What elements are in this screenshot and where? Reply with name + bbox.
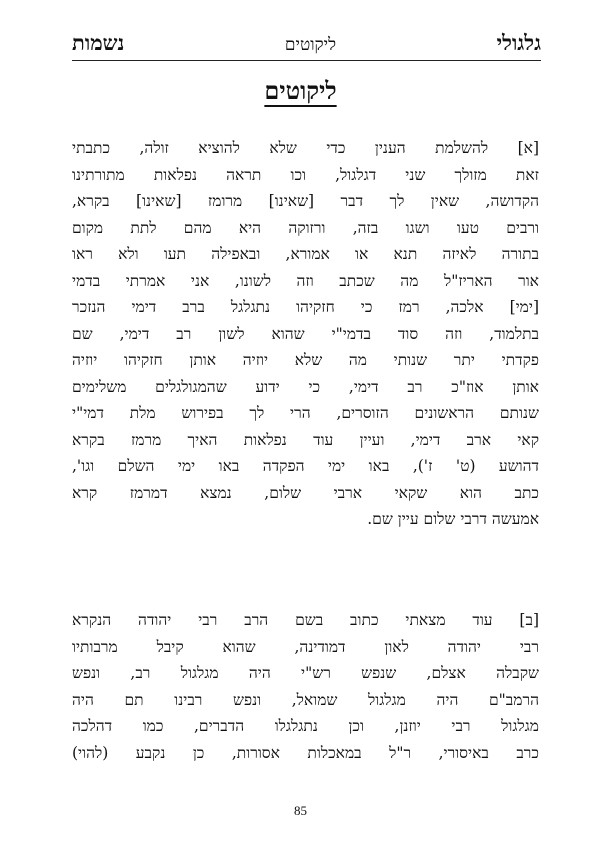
running-header xyxy=(72,24,541,61)
page-number: 85 xyxy=(294,803,307,818)
section-title-text: ליקוטים xyxy=(264,76,337,105)
text-line: הקדושה, שאין לך דבר [שאינו] מרומז [שאינו] בקרא, xyxy=(72,192,539,210)
text-line: אור האריז"ל מה שכתב וזה לשונו, אני אמרתי בדמי xyxy=(72,271,539,290)
text-line: הרמב"ם היה מגלגול שמואל, ונפש רבינו תם היה xyxy=(72,690,539,709)
text-line: קאי ארב דימי, ועיין עוד נפלאות האיך מרמז בקרא xyxy=(72,430,539,449)
text-line: שקבלה אצלם, שנפש רש"י היה מגלגול רב, ונפש xyxy=(72,664,539,682)
header-section-name: ליקוטים xyxy=(284,35,337,55)
paragraph-bet xyxy=(72,607,539,766)
text-line: שנותם הראשונים הזוסרים, הרי לך בפירוש מלת דמי"י xyxy=(72,404,539,422)
text-line: בתורה לאיזה תנא או אמורא, ובאפילה תעו ולא ראו xyxy=(72,245,539,263)
text-line: [ב] עוד מצאתי כתוב בשם הרב רבי יהודה הנקרא xyxy=(72,611,539,629)
text-line: זאת מזולך שני דגלגול, וכו תראה נפלאות מתורתינו xyxy=(72,165,539,184)
text-line: כתב הוא שקאי ארבי שלום, נמצא דמרמז קרא xyxy=(72,483,539,502)
header-topic: נשמות xyxy=(72,30,125,55)
text-line: אמעשה דרבי שלום עיין שם. xyxy=(367,510,539,528)
text-line: בתלמוד, וזה סוד בדמי"י שהוא לשון רב דימי, שם xyxy=(72,324,539,343)
text-line: [א] להשלמת הענין כדי שלא להוציא זולה, כתבתי xyxy=(72,139,539,157)
text-line: פקדתי יתר שנותי מה שלא יוזיה אותן חזקיהו יוזיה xyxy=(72,351,539,369)
paragraph-alef xyxy=(72,135,539,533)
header-book-title: גלגולי xyxy=(496,30,541,55)
text-line: ורבים טעו ושגו בזה, ורזוקה היא מהם לתת מקום xyxy=(72,218,539,237)
text-line: רבי יהודה לאון דמודינה, שהוא קיבל מרבותיו xyxy=(72,637,539,656)
section-title xyxy=(0,76,601,106)
text-line: אותן אוז"כ רב דימי, כי ידוע שהמגולגלים משלימים xyxy=(72,377,539,396)
text-line: מגלגול רבי יוזנן, וכן נתגלגלו הדברים, כמו דהלכה xyxy=(72,717,539,735)
text-line: [ימי] אלכה, רמז כי חזקיהו נתגלגל ברב דימי הנזכר xyxy=(72,298,539,316)
text-line: דהושע (ט' ז'), באו ימי הפקדה באו ימי השלם וגו', xyxy=(72,457,539,475)
text-line: כרב באיסורי, ר"ל במאכלות אסורות, כן נקבע (להוי) xyxy=(72,743,539,762)
